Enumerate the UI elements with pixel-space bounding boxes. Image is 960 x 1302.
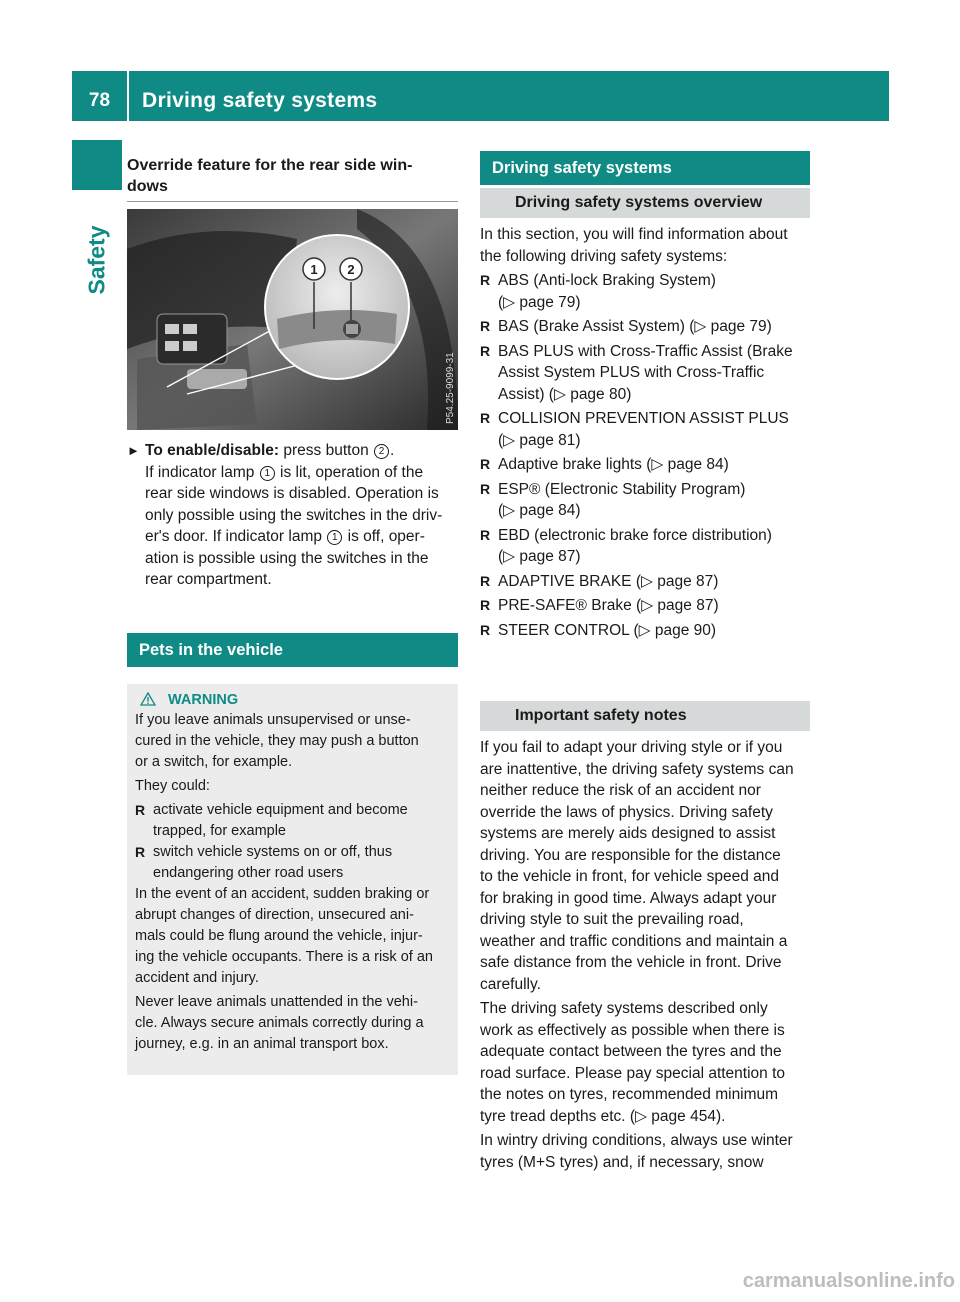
instruction-text: is lit, operation of the	[280, 463, 424, 481]
instruction-line	[127, 526, 462, 548]
notes-line: to the vehicle in front, for vehicle speed and	[480, 868, 779, 885]
warning-box	[127, 684, 458, 1075]
instruction-line: ► To enable/disable: press button 2 .	[127, 440, 462, 462]
overview-body	[480, 224, 815, 641]
list-item-cont: (▷ page 84)	[498, 502, 581, 519]
list-item: R STEER CONTROL (▷ page 90)	[480, 620, 815, 642]
list-item-cont: (▷ page 79)	[498, 293, 581, 311]
notes-line: tyres (M+S tyres) and, if necessary, snow	[480, 1153, 764, 1171]
heading-rule	[127, 201, 458, 202]
notes-line: road surface. Please pay special attention to	[480, 1064, 786, 1082]
notes-line: carefully.	[480, 975, 541, 993]
overview-heading: Driving safety systems overview	[480, 188, 810, 218]
notes-line: the notes on tyres, recommended minimum	[480, 1086, 779, 1103]
warning-bullet: R activate vehicle equipment and become	[135, 800, 450, 821]
pets-heading: Pets in the vehicle	[127, 633, 458, 667]
notes-line: systems are merely aids designed to assist	[480, 825, 776, 842]
callout-1-icon: 1	[327, 530, 342, 545]
side-tab-label: Safety	[83, 225, 110, 295]
instruction-line: ation is possible using the switches in the	[145, 549, 429, 567]
instruction-line	[127, 462, 462, 484]
warning-triangle-icon	[140, 692, 156, 706]
list-item: R BAS (Brake Assist System) (▷ page 79)	[480, 316, 815, 338]
override-heading-line: dows	[127, 178, 168, 195]
arrow-icon: ►	[127, 443, 140, 458]
warning-line: abrupt changes of direction, unsecured ani-	[135, 907, 414, 923]
list-item: R ADAPTIVE BRAKE (▷ page 87)	[480, 571, 815, 593]
warning-body	[135, 710, 450, 1055]
warning-line: If you leave animals unsupervised or unse-	[135, 712, 411, 728]
notes-line: are inattentive, the driving safety systems can	[480, 760, 794, 778]
list-item-cont: Assist System PLUS with Cross-Traffic	[498, 364, 765, 381]
notes-line: In wintry driving conditions, always use winter	[480, 1132, 793, 1149]
warning-title-row	[135, 690, 450, 710]
instruction-label: To enable/disable:	[145, 442, 280, 459]
notes-line: adequate contact between the tyres and the	[480, 1043, 782, 1060]
side-tab-block	[72, 140, 122, 190]
instruction-line: rear compartment.	[145, 571, 272, 588]
instruction-text: If indicator lamp	[145, 463, 255, 481]
important-heading: Important safety notes	[480, 701, 810, 731]
intro-line: the following driving safety systems:	[480, 247, 728, 265]
door-switch-illustration	[127, 209, 458, 430]
callout-1-icon: 1	[260, 466, 275, 481]
instruction-text: er's door. If indicator lamp	[145, 528, 322, 545]
photo-code: P54.25-9099-31	[445, 352, 456, 424]
warning-title: WARNING	[168, 692, 239, 708]
page-header	[72, 71, 889, 121]
notes-line: override the laws of physics. Driving safety	[480, 803, 773, 821]
systems-list	[480, 270, 815, 641]
instruction-text: press button	[283, 442, 369, 459]
list-item: R EBD (electronic brake force distribution)	[480, 525, 815, 547]
list-item-cont: (▷ page 87)	[498, 548, 581, 565]
notes-line: work as effectively as possible when there is	[480, 1021, 785, 1039]
override-heading-line: Override feature for the rear side win-	[127, 157, 413, 174]
list-item: R ABS (Anti-lock Braking System)	[480, 270, 815, 292]
warning-line: They could:	[135, 778, 210, 794]
instruction-line: only possible using the switches in the driv-	[145, 506, 443, 524]
door-switch-photo	[127, 209, 458, 430]
warning-line: cle. Always secure animals correctly during a	[135, 1015, 424, 1031]
warning-line: or a switch, for example.	[135, 754, 293, 770]
list-item: R Adaptive brake lights (▷ page 84)	[480, 454, 815, 476]
warning-line: cured in the vehicle, they may push a button	[135, 733, 419, 749]
callout-2: 2	[347, 262, 355, 277]
warning-bullet: R switch vehicle systems on or off, thus	[135, 842, 450, 863]
notes-line: If you fail to adapt your driving style or if you	[480, 739, 783, 756]
instruction-text: is off, oper-	[347, 528, 425, 545]
header-title: Driving safety systems	[142, 89, 378, 112]
warning-line: accident and injury.	[135, 970, 259, 986]
list-item: R ESP® (Electronic Stability Program)	[480, 479, 815, 501]
warning-line: mals could be flung around the vehicle, injur-	[135, 928, 423, 944]
notes-line: weather and traffic conditions and maintain a	[480, 932, 788, 950]
warning-line: In the event of an accident, sudden braking or	[135, 886, 430, 902]
warning-line: journey, e.g. in an animal transport box.	[135, 1036, 389, 1052]
intro-line: In this section, you will find information about	[480, 226, 788, 243]
side-tab	[72, 195, 122, 325]
notes-line: The driving safety systems described only	[480, 1000, 768, 1017]
header-divider	[127, 71, 129, 121]
notes-line: for braking in good time. Always adapt your	[480, 889, 777, 907]
watermark: carmanualsonline.info	[742, 1270, 955, 1292]
warning-line: trapped, for example	[153, 823, 286, 839]
notes-line: safe distance from the vehicle in front. Drive	[480, 954, 782, 971]
warning-line: ing the vehicle occupants. There is a risk of an	[135, 949, 433, 965]
notes-line: driving. You are responsible for the distance	[480, 846, 781, 864]
list-item: R PRE-SAFE® Brake (▷ page 87)	[480, 595, 815, 617]
override-heading	[127, 155, 462, 197]
page-number: 78	[88, 90, 111, 111]
warning-line: endangering other road users	[153, 865, 344, 881]
notes-line: driving style to suit the prevailing road,	[480, 911, 744, 928]
section-heading: Driving safety systems	[480, 151, 810, 185]
notes-body	[480, 737, 815, 1173]
warning-line: Never leave animals unattended in the vehi-	[135, 994, 418, 1010]
list-item-cont: (▷ page 81)	[498, 431, 581, 449]
notes-line: neither reduce the risk of an accident nor	[480, 782, 761, 799]
notes-line: tyre tread depths etc. (▷ page 454).	[480, 1107, 726, 1125]
list-item: R BAS PLUS with Cross-Traffic Assist (Brake	[480, 341, 815, 363]
callout-1: 1	[310, 262, 318, 277]
callout-2-icon: 2	[374, 444, 389, 459]
instruction-block	[127, 440, 462, 591]
list-item-cont: Assist) (▷ page 80)	[498, 385, 632, 403]
instruction-line: rear side windows is disabled. Operation is	[145, 485, 439, 502]
list-item: R COLLISION PREVENTION ASSIST PLUS	[480, 408, 815, 430]
